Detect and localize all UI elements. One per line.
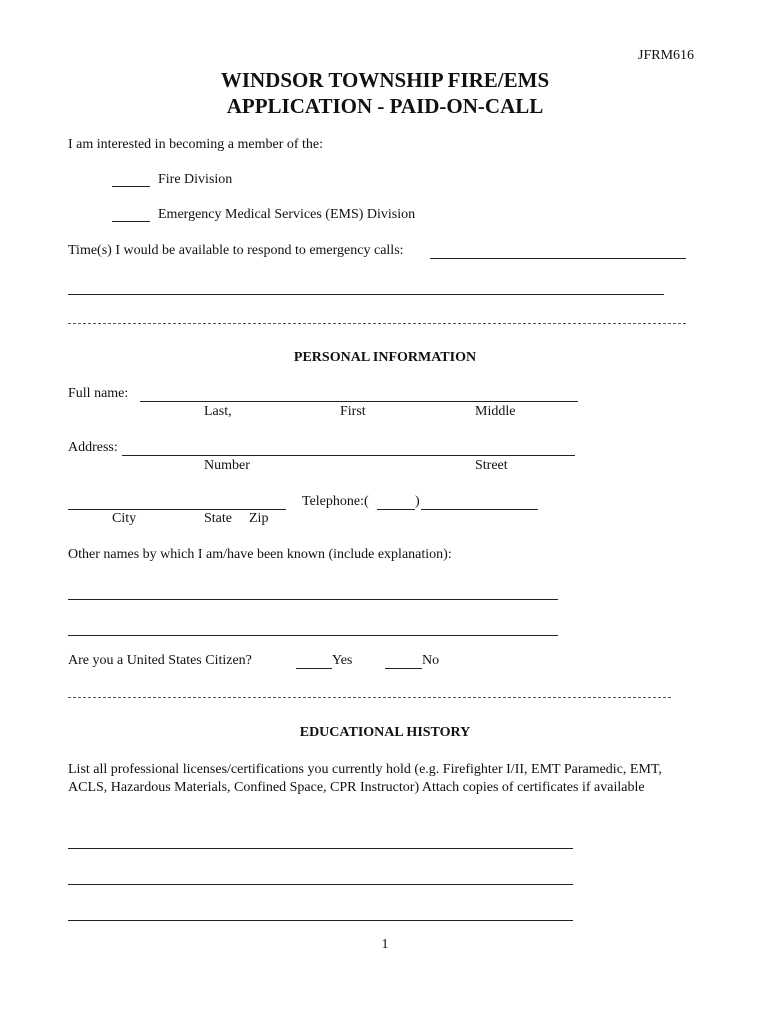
telephone-number-field[interactable] bbox=[421, 509, 538, 510]
intro-text: I am interested in becoming a member of the: bbox=[68, 137, 324, 152]
page-number: 1 bbox=[381, 937, 389, 952]
full-name-field[interactable] bbox=[140, 401, 578, 402]
city-state-zip-field[interactable] bbox=[68, 509, 286, 510]
other-names-label: Other names by which I am/have been known (include explanation): bbox=[68, 547, 452, 562]
state-caption: State bbox=[204, 511, 232, 526]
telephone-close-paren: ) bbox=[415, 494, 420, 509]
telephone-area-code-field[interactable] bbox=[377, 509, 415, 510]
licenses-instructions: List all professional licenses/certifications you currently hold (e.g. Firefighter I/II, EMT Paramedic, EMT, ACLS, Hazardous Materials, Confined Space, CPR Instructor) Attach copies of certificates if available bbox=[68, 762, 662, 795]
other-names-field-2[interactable] bbox=[68, 635, 558, 636]
title-line-1: WINDSOR TOWNSHIP FIRE/EMS bbox=[220, 68, 550, 92]
zip-caption: Zip bbox=[249, 511, 269, 526]
telephone-label: Telephone:( bbox=[302, 494, 369, 509]
full-name-label: Full name: bbox=[68, 386, 129, 401]
availability-field-continued[interactable] bbox=[68, 294, 664, 295]
address-label: Address: bbox=[68, 440, 118, 455]
address-number-caption: Number bbox=[204, 458, 250, 473]
availability-label: Time(s) I would be available to respond to emergency calls: bbox=[68, 243, 404, 258]
citizen-yes-label: Yes bbox=[332, 653, 353, 668]
citizen-question: Are you a United States Citizen? bbox=[68, 653, 252, 668]
citizen-no-checkline[interactable] bbox=[385, 668, 422, 669]
fire-division-checkline[interactable] bbox=[112, 186, 150, 187]
education-heading: EDUCATIONAL HISTORY bbox=[299, 725, 471, 740]
fire-division-label: Fire Division bbox=[158, 172, 233, 187]
ems-division-label: Emergency Medical Services (EMS) Division bbox=[158, 207, 416, 222]
ems-division-checkline[interactable] bbox=[112, 221, 150, 222]
personal-info-heading: PERSONAL INFORMATION bbox=[293, 350, 477, 365]
section-divider bbox=[68, 697, 671, 698]
citizen-no-label: No bbox=[422, 653, 440, 668]
name-first-caption: First bbox=[340, 404, 366, 419]
address-street-caption: Street bbox=[475, 458, 508, 473]
city-caption: City bbox=[112, 511, 137, 526]
name-last-caption: Last, bbox=[204, 404, 232, 419]
form-code: JFRM616 bbox=[638, 48, 695, 63]
licenses-field-3[interactable] bbox=[68, 920, 573, 921]
licenses-field-1[interactable] bbox=[68, 848, 573, 849]
address-field[interactable] bbox=[122, 455, 575, 456]
section-divider bbox=[68, 323, 686, 324]
licenses-field-2[interactable] bbox=[68, 884, 573, 885]
other-names-field-1[interactable] bbox=[68, 599, 558, 600]
citizen-yes-checkline[interactable] bbox=[296, 668, 332, 669]
availability-field[interactable] bbox=[430, 258, 686, 259]
name-middle-caption: Middle bbox=[475, 404, 516, 419]
title-line-2: APPLICATION - PAID-ON-CALL bbox=[226, 94, 544, 118]
